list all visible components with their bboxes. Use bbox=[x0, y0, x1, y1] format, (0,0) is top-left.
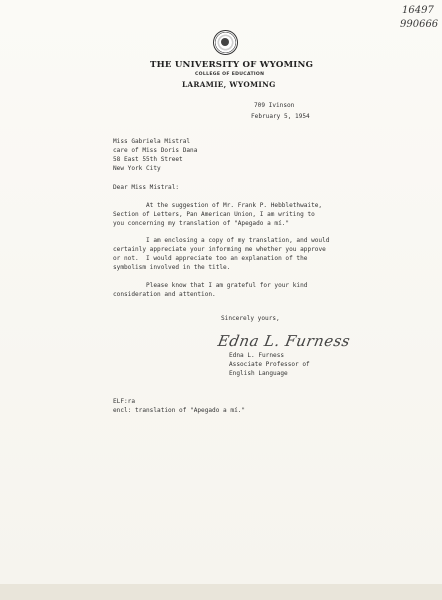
signatory-title-line-1: Associate Professor of bbox=[229, 361, 310, 368]
recipient-street: 58 East 55th Street bbox=[113, 156, 183, 163]
closing: Sincerely yours, bbox=[221, 315, 280, 322]
signatory-title-line-2: English Language bbox=[229, 370, 288, 377]
recipient-city: New York City bbox=[113, 165, 161, 172]
sender-street: 709 Ivinson bbox=[254, 102, 295, 109]
body-p1-line-3: you concerning my translation of "Apegado a mí." bbox=[113, 220, 290, 227]
recipient-name: Miss Gabriela Mistral bbox=[113, 138, 191, 145]
salutation: Dear Miss Mistral: bbox=[113, 184, 180, 191]
signatory-name: Edna L. Furness bbox=[229, 352, 285, 359]
letterhead-college: COLLEGE OF EDUCATION bbox=[195, 72, 265, 77]
archive-id-annotation: 990666 bbox=[400, 19, 439, 30]
handwritten-signature: Edna L. Furness bbox=[216, 332, 352, 350]
university-seal-icon bbox=[213, 30, 238, 55]
reference-initials: ELF:ra bbox=[113, 398, 136, 405]
body-p2-line-3: or not. I would appreciate too an explanation of the bbox=[113, 255, 308, 262]
body-p1-line-2: Section of Letters, Pan American Union, I am writing to bbox=[113, 211, 315, 218]
letterhead-university: THE UNIVERSITY OF WYOMING bbox=[150, 60, 314, 70]
body-p2-line-1: I am enclosing a copy of my translation, and would bbox=[146, 237, 330, 244]
letterhead-city: LARAMIE, WYOMING bbox=[182, 80, 276, 89]
body-p2-line-2: certainly appreciate your informing me whether you approve bbox=[113, 246, 326, 253]
body-p1-line-1: At the suggestion of Mr. Frank P. Hebblethwaite, bbox=[146, 202, 323, 209]
body-p3-line-1: Please know that I am grateful for your kind bbox=[146, 282, 308, 289]
page-bottom-edge bbox=[0, 584, 442, 600]
enclosure-note: encl: translation of "Apegado a mí." bbox=[113, 407, 246, 414]
recipient-care-of: care of Miss Doris Dana bbox=[113, 147, 198, 154]
archive-number-annotation: 16497 bbox=[402, 5, 434, 16]
body-p3-line-2: consideration and attention. bbox=[113, 291, 216, 298]
letter-date: February 5, 1954 bbox=[251, 113, 310, 120]
body-p2-line-4: symbolism involved in the title. bbox=[113, 264, 231, 271]
